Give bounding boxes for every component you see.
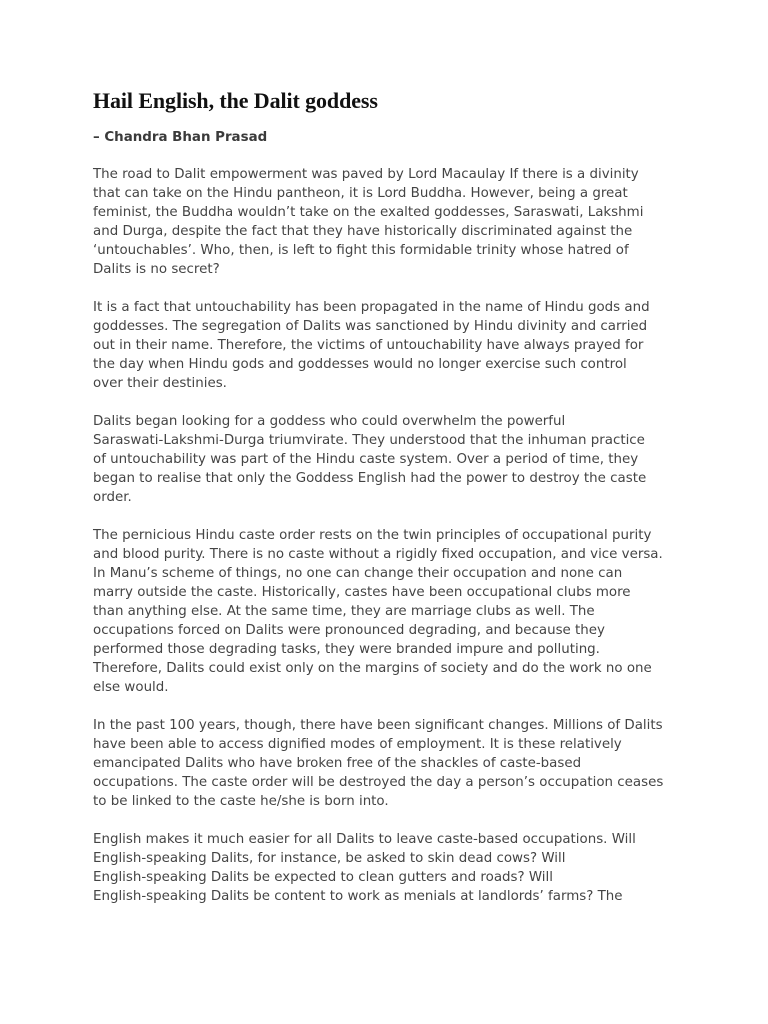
paragraph-line: The road to Dalit empowerment was paved by Lord Macaulay If there is a divinity [93, 167, 639, 182]
paragraph-line: In the past 100 years, though, there have been significant changes. Millions of Dalits [93, 718, 663, 733]
article [93, 88, 679, 925]
paragraph-line: of untouchability was part of the Hindu caste system. Over a period of time, they [93, 452, 639, 467]
paragraph-line: In Manu’s scheme of things, no one can change their occupation and none can [93, 566, 623, 581]
paragraph-line: order. [93, 490, 132, 505]
article-title: Hail English, the Dalit goddess [93, 88, 378, 113]
article-paragraph [93, 412, 679, 507]
paragraph-line: occupations forced on Dalits were pronounced degrading, and because they [93, 623, 605, 638]
article-body [93, 165, 679, 906]
paragraph-line: English-speaking Dalits be content to work as menials at landlords’ farms? The [93, 889, 623, 904]
article-paragraph [93, 165, 679, 279]
paragraph-line: performed those degrading tasks, they were branded impure and polluting. [93, 642, 600, 657]
paragraph-line: ‘untouchables’. Who, then, is left to fight this formidable trinity whose hatred of [93, 243, 629, 258]
paragraph-line: the day when Hindu gods and goddesses would no longer exercise such control [93, 357, 627, 372]
paragraph-line: English-speaking Dalits be expected to clean gutters and roads? Will [93, 870, 553, 885]
paragraph-line: have been able to access dignified modes of employment. It is these relatively [93, 737, 622, 752]
paragraph-line: Dalits is no secret? [93, 262, 220, 277]
paragraph-line: goddesses. The segregation of Dalits was sanctioned by Hindu divinity and carried [93, 319, 648, 334]
paragraph-line: out in their name. Therefore, the victims of untouchability have always prayed for [93, 338, 644, 353]
paragraph-line: The pernicious Hindu caste order rests on the twin principles of occupational purity [93, 528, 652, 543]
paragraph-line: began to realise that only the Goddess English had the power to destroy the caste [93, 471, 647, 486]
paragraph-line: Therefore, Dalits could exist only on the margins of society and do the work no one [93, 661, 652, 676]
paragraph-line: and blood purity. There is no caste without a rigidly fixed occupation, and vice versa. [93, 547, 663, 562]
article-paragraph [93, 298, 679, 393]
paragraph-line: than anything else. At the same time, they are marriage clubs as well. The [93, 604, 595, 619]
paragraph-line: that can take on the Hindu pantheon, it is Lord Buddha. However, being a great [93, 186, 628, 201]
paragraph-line: occupations. The caste order will be destroyed the day a person’s occupation ceases [93, 775, 664, 790]
article-author: – Chandra Bhan Prasad [93, 130, 268, 145]
paragraph-line: and Durga, despite the fact that they have historically discriminated against the [93, 224, 633, 239]
paragraph-line: else would. [93, 680, 169, 695]
article-paragraph [93, 716, 679, 811]
paragraph-line: to be linked to the caste he/she is born into. [93, 794, 389, 809]
paragraph-line: English makes it much easier for all Dalits to leave caste-based occupations. Will [93, 832, 636, 847]
article-paragraph [93, 830, 679, 906]
paragraph-line: emancipated Dalits who have broken free of the shackles of caste-based [93, 756, 582, 771]
paragraph-line: Dalits began looking for a goddess who could overwhelm the powerful [93, 414, 566, 429]
paragraph-line: It is a fact that untouchability has been propagated in the name of Hindu gods and [93, 300, 650, 315]
paragraph-line: English-speaking Dalits, for instance, be asked to skin dead cows? Will [93, 851, 566, 866]
paragraph-line: marry outside the caste. Historically, castes have been occupational clubs more [93, 585, 631, 600]
paragraph-line: over their destinies. [93, 376, 227, 391]
paragraph-line: Saraswati-Lakshmi-Durga triumvirate. They understood that the inhuman practice [93, 433, 645, 448]
article-paragraph [93, 526, 679, 697]
paragraph-line: feminist, the Buddha wouldn’t take on the exalted goddesses, Saraswati, Lakshmi [93, 205, 644, 220]
